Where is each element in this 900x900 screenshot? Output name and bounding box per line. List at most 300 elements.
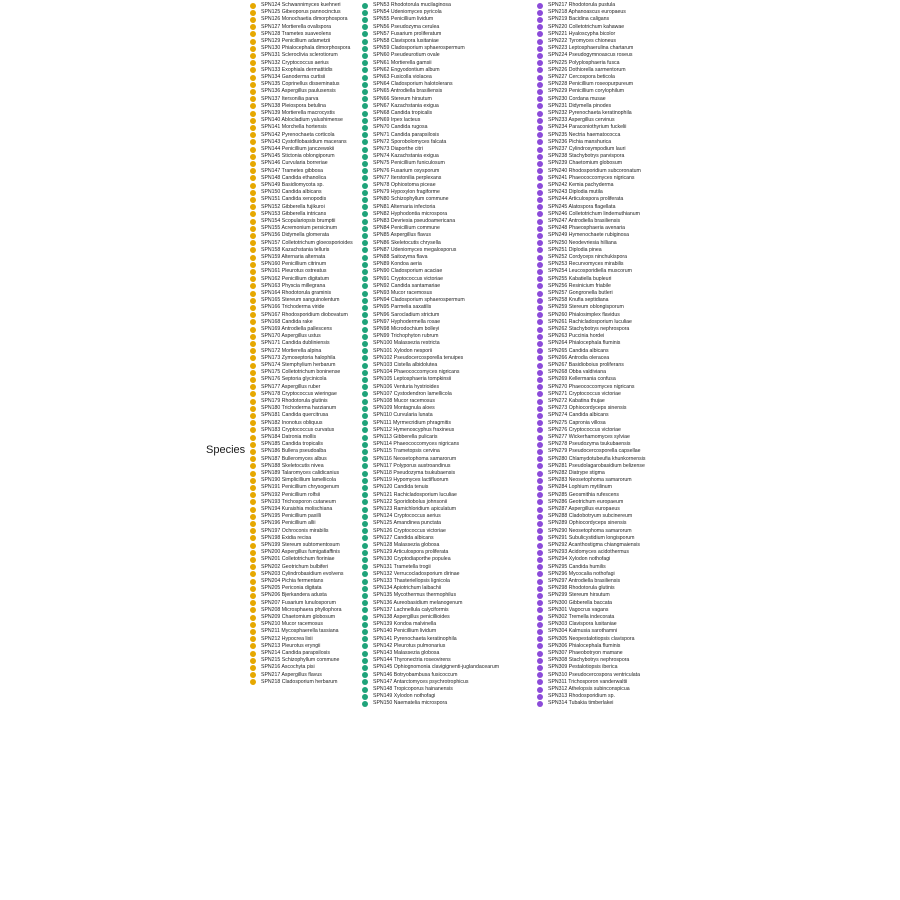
legend-label: SPN120 Candida tenuis [373, 484, 429, 491]
legend-entry [362, 528, 532, 535]
legend-entry [362, 168, 532, 175]
legend-marker [250, 348, 256, 354]
legend-label: SPN143 Cystofilobasidium macerans [261, 138, 347, 145]
legend-marker [250, 10, 256, 16]
legend-label: SPN129 Penicillium adametzii [261, 38, 331, 44]
legend-entry [362, 81, 532, 88]
legend-label: SPN152 Gibberella fujikuroi [261, 203, 325, 210]
legend-label: SPN306 Phialocephala fluminis [548, 642, 621, 649]
legend-label: SPN137 Lachnellula calyciformis [373, 606, 449, 613]
legend-marker [537, 586, 543, 592]
legend-marker [362, 247, 368, 253]
legend-marker [537, 478, 543, 484]
legend-marker [537, 420, 543, 426]
legend-entry [362, 283, 532, 290]
legend-label: SPN114 Phaeococcomyces nigricans [373, 441, 460, 448]
legend-entry [362, 146, 532, 153]
legend-entry [537, 391, 707, 398]
legend-marker [537, 24, 543, 30]
legend-label: SPN136 Aspergillus paulusensis [261, 88, 336, 95]
legend-label: SPN140 Ablocladium yalushimense [261, 117, 343, 124]
legend-label: SPN153 Gibberella intricans [261, 210, 327, 217]
legend-label: SPN291 Subulicystidium longisporum [548, 534, 635, 541]
legend-entry [537, 564, 707, 571]
legend-entry [537, 232, 707, 239]
legend-marker [537, 17, 543, 23]
legend-marker [250, 363, 256, 369]
legend-marker [537, 75, 543, 81]
legend-label: SPN169 Antrodiella pallescens [261, 326, 332, 332]
legend-label: SPN140 Penicillium lividum [373, 628, 437, 635]
legend-label: SPN95 Parmelia saxatilis [373, 304, 432, 311]
legend-label: SPN285 Geosmithia rufescens [548, 491, 619, 498]
legend-entry [537, 312, 707, 319]
legend-label: SPN204 Pichia fermentans [261, 578, 324, 584]
legend-entry [362, 117, 532, 124]
legend-marker [537, 67, 543, 73]
legend-entry [537, 340, 707, 347]
legend-marker [250, 89, 256, 95]
legend-entry [362, 384, 532, 391]
legend-label: SPN260 Phialosimplex flavidus [548, 311, 620, 318]
legend-marker [362, 687, 368, 693]
legend-marker [362, 262, 368, 268]
legend-marker [362, 622, 368, 628]
legend-entry [537, 463, 707, 470]
legend-label: SPN235 Nectria haematococca [548, 131, 621, 138]
legend-entry [537, 355, 707, 362]
legend-marker [250, 53, 256, 59]
legend-entry [362, 456, 532, 463]
legend-label: SPN145 Ophiognomonia clavigignenti-juglandacearum [373, 664, 500, 671]
legend-marker [537, 694, 543, 700]
legend-marker [250, 132, 256, 138]
legend-marker [537, 139, 543, 145]
legend-marker [362, 521, 368, 527]
legend-marker [250, 586, 256, 592]
legend-marker [362, 579, 368, 585]
legend-entry [362, 434, 532, 441]
legend-label: SPN188 Skeletocutis nivea [261, 462, 324, 469]
legend-entry [537, 254, 707, 261]
legend-entry [362, 657, 532, 664]
legend-marker [537, 514, 543, 520]
legend-marker [537, 269, 543, 275]
legend-label: SPN221 Hyaloscypha bicolor [548, 30, 616, 37]
legend-entry [537, 247, 707, 254]
legend-entry [537, 168, 707, 175]
legend-marker [537, 89, 543, 95]
legend-marker [362, 219, 368, 225]
legend-label: SPN72 Sporobolomyces falcata [373, 138, 447, 145]
legend-marker [362, 183, 368, 189]
legend-entry [537, 240, 707, 247]
legend-title: Species [206, 444, 246, 456]
legend-marker [362, 701, 368, 707]
legend-entry [362, 304, 532, 311]
legend-marker [362, 3, 368, 9]
legend-label: SPN214 Candida parapsilosis [261, 650, 330, 656]
legend-label: SPN58 Clavispora lusitaniae [373, 38, 439, 44]
legend-label: SPN137 Itersonilia parva [261, 95, 319, 102]
legend-entry [362, 513, 532, 520]
legend-marker [537, 658, 543, 664]
legend-entry [362, 268, 532, 275]
legend-marker [250, 125, 256, 131]
legend-label: SPN82 Hyphodontia microspora [373, 210, 448, 217]
legend-label: SPN228 Penicillium roseopurpureum [548, 81, 634, 88]
legend-label: SPN253 Recurvomyces mirabilis [548, 261, 624, 268]
legend-marker [250, 521, 256, 527]
legend-marker [537, 550, 543, 556]
legend-label: SPN148 Candida ethanolica [261, 174, 327, 181]
legend-marker [250, 334, 256, 340]
legend-marker [537, 60, 543, 66]
legend-label: SPN238 Stachybotrys parvispora [548, 153, 625, 160]
legend-entry [362, 520, 532, 527]
legend-label: SPN81 Alternaria infectoria [373, 203, 436, 210]
legend-marker [537, 175, 543, 181]
legend-entry [537, 614, 707, 621]
legend-marker [250, 658, 256, 664]
legend-marker [362, 161, 368, 167]
legend-marker [537, 384, 543, 390]
legend-label: SPN103 Cistella albidolutea [373, 362, 438, 368]
legend-entry [537, 592, 707, 599]
legend-label: SPN57 Fusarium proliferatum [373, 30, 442, 37]
legend-marker [537, 204, 543, 210]
legend-marker [362, 471, 368, 477]
legend-label: SPN215 Schizophyllum commune [261, 657, 340, 664]
legend-marker [537, 103, 543, 109]
legend-entry [362, 463, 532, 470]
legend-entry [362, 578, 532, 585]
legend-marker [537, 355, 543, 361]
legend-label: SPN270 Phaeococcomyces nigricans [548, 383, 635, 390]
legend-marker [250, 67, 256, 73]
legend-marker [537, 168, 543, 174]
legend-marker [362, 557, 368, 563]
legend-marker [362, 528, 368, 534]
legend-entry [362, 369, 532, 376]
legend-entry [362, 175, 532, 182]
legend-marker [537, 240, 543, 246]
legend-marker [537, 363, 543, 369]
legend-label: SPN290 Neosetophoma samarorum [548, 527, 632, 534]
legend-entry [362, 542, 532, 549]
legend-label: SPN70 Candida rugosa [373, 124, 428, 131]
legend-entry [362, 312, 532, 319]
legend-marker [537, 485, 543, 491]
legend-entry [362, 211, 532, 218]
legend-label: SPN304 Kalmusia sarothamni [548, 628, 618, 635]
legend-marker [362, 31, 368, 37]
legend-label: SPN131 Trametella trogii [373, 563, 431, 570]
legend-marker [250, 579, 256, 585]
legend-marker [362, 111, 368, 117]
legend-label: SPN84 Penicillium commune [373, 225, 440, 232]
legend-entry [537, 636, 707, 643]
legend-marker [362, 607, 368, 613]
legend-label: SPN151 Candida xenopodis [261, 196, 327, 203]
legend-entry [362, 506, 532, 513]
legend-marker [537, 643, 543, 649]
legend-entry [362, 700, 532, 707]
legend-label: SPN105 Leptosphaeria tompkinsii [373, 376, 452, 383]
legend-entry [362, 261, 532, 268]
legend-label: SPN185 Candida tropicalis [261, 441, 323, 448]
legend-marker [362, 276, 368, 282]
legend-marker [537, 521, 543, 527]
legend-label: SPN128 Trametes suaveolens [261, 30, 332, 37]
legend-label: SPN269 Kellermania confusa [548, 376, 616, 383]
legend-marker [537, 161, 543, 167]
legend-label: SPN239 Chaetomium globosum [548, 160, 623, 167]
legend-label: SPN59 Cladosporium sphaerospermum [373, 45, 465, 52]
legend-marker [362, 571, 368, 577]
legend-marker [250, 622, 256, 628]
legend-label: SPN305 Neopestalotiopsis clavispora [548, 635, 635, 642]
legend-entry [362, 16, 532, 23]
legend-entry [537, 88, 707, 95]
legend-marker [362, 449, 368, 455]
legend-label: SPN55 Penicillium lividum [373, 16, 434, 23]
legend-marker [537, 147, 543, 153]
legend-label: SPN106 Venturia hystrioides [373, 383, 440, 390]
legend-label: SPN157 Colletotrichum gloeosporioides [261, 239, 353, 246]
legend-marker [537, 341, 543, 347]
legend-entry [362, 124, 532, 131]
legend-label: SPN190 Simplicillium lamellicola [261, 477, 336, 484]
legend-label: SPN307 Phaeobotryon mamane [548, 650, 623, 656]
legend-marker [250, 262, 256, 268]
legend-label: SPN128 Malassezia globosa [373, 542, 440, 548]
legend-marker [250, 615, 256, 621]
legend-entry [537, 578, 707, 585]
legend-entry [537, 276, 707, 283]
legend-label: SPN148 Tropicoporus hainanensis [373, 686, 453, 692]
legend-label: SPN244 Articulospora proliferata [548, 196, 624, 203]
legend-marker [362, 355, 368, 361]
legend-marker [362, 672, 368, 678]
legend-label: SPN97 Hyphodermella rosae [373, 318, 441, 325]
legend-marker [537, 622, 543, 628]
legend-entry [537, 369, 707, 376]
legend-marker [362, 463, 368, 469]
legend-entry [537, 477, 707, 484]
legend-entry [537, 456, 707, 463]
legend-marker [362, 543, 368, 549]
legend-entry [362, 607, 532, 614]
legend-entry [362, 189, 532, 196]
legend-entry [537, 9, 707, 16]
legend-label: SPN126 Cryptococcus victoriae [373, 527, 446, 534]
legend-label: SPN297 Antrodiella brasiliensis [548, 578, 621, 584]
legend-marker [362, 643, 368, 649]
legend-label: SPN241 Phaeococcomyces nigricans [548, 174, 635, 181]
legend-label: SPN86 Skeletocutis chrysella [373, 239, 441, 246]
legend-marker [362, 211, 368, 217]
legend-marker [250, 679, 256, 685]
legend-marker [537, 593, 543, 599]
legend-label: SPN166 Trichoderma viride [261, 304, 325, 311]
legend-marker [250, 233, 256, 239]
legend-label: SPN171 Candida dubliniensis [261, 340, 330, 347]
legend-entry [362, 247, 532, 254]
legend-entry [537, 376, 707, 383]
legend-entry [362, 492, 532, 499]
legend-marker [250, 672, 256, 678]
legend-entry [362, 326, 532, 333]
legend-label: SPN242 Kemia pachyderma [548, 182, 614, 188]
legend-label: SPN191 Penicillium chrysogenum [261, 484, 340, 491]
legend-label: SPN212 Hypocrea lixii [261, 635, 313, 642]
legend-marker [250, 240, 256, 246]
legend-label: SPN99 Trichophyton rubrum [373, 333, 439, 340]
legend-marker [362, 629, 368, 635]
legend-label: SPN127 Mortierella ovalispora [261, 23, 332, 30]
legend-label: SPN111 Myrmecridium phragmitis [373, 419, 451, 426]
legend-marker [250, 550, 256, 556]
legend-marker [537, 53, 543, 59]
legend-entry [537, 398, 707, 405]
legend-marker [537, 233, 543, 239]
legend-label: SPN308 Stachybotrys nephrospora [548, 657, 630, 664]
legend-label: SPN224 Pseudogymnoascus roseus [548, 52, 633, 59]
legend-marker [537, 615, 543, 621]
legend-label: SPN154 Scopulariopsis brumptii [261, 218, 336, 224]
legend-entry [537, 506, 707, 513]
legend-entry [362, 290, 532, 297]
legend-label: SPN116 Neosetophoma samarorum [373, 455, 457, 462]
legend-marker [362, 593, 368, 599]
legend-marker [250, 571, 256, 577]
legend-entry [362, 276, 532, 283]
legend-marker [250, 377, 256, 383]
legend-label: SPN162 Penicillium digitatum [261, 275, 330, 282]
legend-label: SPN150 Naematelia microspora [373, 700, 448, 707]
legend-label: SPN250 Neodevriesia hilliana [548, 239, 617, 246]
legend-label: SPN139 Kondoa malvinella [373, 621, 437, 628]
legend-label: SPN246 Colletotrichum lindemuthianum [548, 210, 640, 217]
legend-marker [250, 535, 256, 541]
legend-entry [362, 88, 532, 95]
legend-marker [537, 665, 543, 671]
legend-entry [537, 139, 707, 146]
legend-entry [362, 643, 532, 650]
legend-label: SPN143 Malassezia globosa [373, 650, 440, 656]
legend-marker [250, 46, 256, 52]
legend-entry [537, 427, 707, 434]
legend-label: SPN266 Antrodia oleracea [548, 354, 610, 361]
legend-entry [537, 499, 707, 506]
legend-label: SPN149 Xylodon nothofagi [373, 693, 436, 700]
legend-label: SPN119 Hypomyces lactifluorum [373, 477, 449, 484]
legend-label: SPN300 Gibberella baccata [548, 599, 613, 606]
legend-entry [537, 470, 707, 477]
legend-marker [362, 348, 368, 354]
legend-label: SPN245 Alatospora flagellata [548, 203, 616, 210]
legend-label: SPN60 Pseudeurotium ovale [373, 52, 440, 59]
legend-label: SPN155 Acremonium persicinum [261, 225, 338, 232]
legend-label: SPN210 Mucor racemosus [261, 621, 323, 628]
legend-label: SPN83 Devriesia pseudoamericana [373, 218, 456, 224]
legend-label: SPN159 Alternaria alternata [261, 254, 326, 260]
legend-label: SPN219 Bacidina caligans [548, 16, 610, 23]
legend-label: SPN71 Candida parapsilosis [373, 131, 440, 138]
legend-label: SPN135 Coprinellus disseminatus [261, 81, 340, 88]
legend-entry [362, 636, 532, 643]
legend-label: SPN101 Xylodon nesporii [373, 347, 433, 354]
legend-marker [362, 507, 368, 513]
legend-label: SPN85 Aspergillus flavus [373, 232, 431, 239]
legend-label: SPN295 Candida humilis [548, 563, 606, 570]
legend-label: SPN77 Iterstonilia perplexans [373, 174, 442, 181]
legend-label: SPN217 Aspergillus flavus [261, 671, 322, 678]
legend-entry [362, 484, 532, 491]
legend-marker [362, 370, 368, 376]
legend-label: SPN280 Chlamydotubeufia khunkornensis [548, 455, 646, 462]
legend-entry [362, 686, 532, 693]
legend-entry [537, 146, 707, 153]
legend-label: SPN216 Ascochyta pisi [261, 664, 315, 671]
legend-label: SPN293 Acidomyces acidothermus [548, 549, 630, 556]
legend-label: SPN53 Rhodotorula mucilaginosa [373, 2, 451, 8]
legend-entry [537, 81, 707, 88]
legend-marker [362, 125, 368, 131]
legend-label: SPN144 Thyronectria roseovirens [373, 657, 451, 664]
legend-entry [537, 175, 707, 182]
legend-marker [250, 420, 256, 426]
legend-entry [537, 420, 707, 427]
legend-marker [362, 514, 368, 520]
legend-entry [362, 52, 532, 59]
legend-entry [537, 160, 707, 167]
legend-marker [250, 435, 256, 441]
legend-marker [537, 305, 543, 311]
legend-label: SPN164 Rhodotorula graminis [261, 290, 332, 296]
legend-marker [250, 17, 256, 23]
legend-label: SPN172 Mortierella alpina [261, 347, 322, 354]
legend-marker [362, 341, 368, 347]
legend-label: SPN122 Sporidiobolus johnsonii [373, 498, 448, 505]
legend-label: SPN118 Pseudozyma tsukubaensis [373, 470, 456, 476]
legend-entry [537, 225, 707, 232]
legend-marker [537, 377, 543, 383]
legend-label: SPN213 Pleurotus eryngii [261, 642, 321, 649]
legend-marker [250, 139, 256, 145]
legend-marker [362, 103, 368, 109]
legend-label: SPN130 Phialocephala dimorphospora [261, 45, 351, 52]
legend-label: SPN74 Kazachstania exigua [373, 153, 439, 160]
legend-marker [362, 39, 368, 45]
legend-entry [537, 117, 707, 124]
legend-label: SPN287 Aspergillus europaeus [548, 506, 620, 512]
legend-label: SPN223 Leptosphaerulina chartarum [548, 45, 634, 52]
legend-marker [362, 413, 368, 419]
legend-marker [537, 636, 543, 642]
legend-marker [362, 586, 368, 592]
legend-marker [250, 406, 256, 412]
legend-marker [537, 132, 543, 138]
legend-marker [362, 377, 368, 383]
legend-marker [362, 636, 368, 642]
legend-label: SPN182 Inonotus obliquus [261, 419, 323, 426]
legend-marker [537, 190, 543, 196]
legend-label: SPN123 Ramichloridium apiculatum [373, 506, 457, 512]
legend-marker [250, 507, 256, 513]
legend-label: SPN104 Phaeococcomyces nigricans [373, 369, 460, 376]
